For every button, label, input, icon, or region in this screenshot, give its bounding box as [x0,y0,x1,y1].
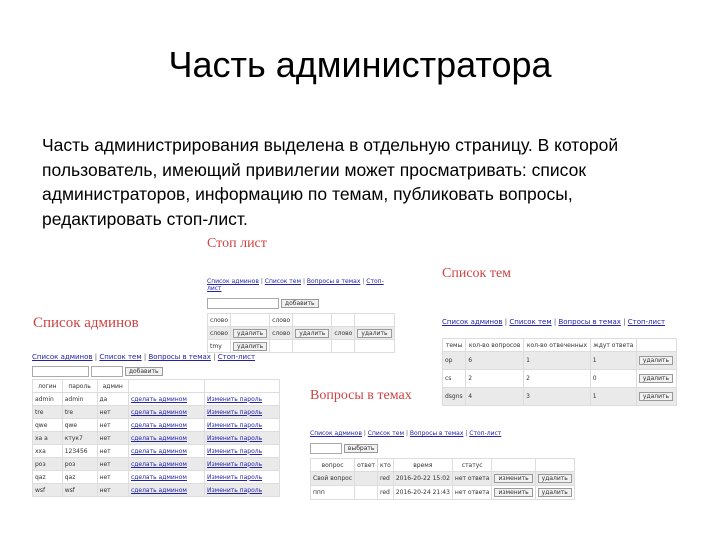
select-topic-button[interactable]: выбрать [344,444,379,453]
cell: роз [33,458,63,471]
cell: 1 [590,388,636,406]
header-cell: админ [97,380,128,393]
delete-button[interactable]: удалить [295,329,329,338]
cell: admin [33,393,63,406]
admins-title: Список админов [33,315,139,331]
cell: op [443,352,466,370]
make-admin-link[interactable]: сделать админом [128,419,204,432]
cell: 3 [524,388,591,406]
table-row [208,327,395,340]
cell: 1 [524,352,591,370]
stop-word-input[interactable] [207,298,279,309]
cell [636,352,676,370]
cell [231,327,270,340]
cell: нет [97,484,128,497]
cell: ппп [311,486,355,500]
cell: dsgns [443,388,466,406]
questions-table [310,458,575,500]
make-admin-link[interactable]: сделать админом [128,406,204,419]
cell: нет [97,419,128,432]
make-admin-link[interactable]: сделать админом [128,432,204,445]
delete-button[interactable]: удалить [233,342,267,351]
cell: нет [97,458,128,471]
admins-nav: Список админов | Список тем | Вопросы в темах | Стоп-лист [32,353,256,361]
header-cell: кол-во вопросов [466,339,524,352]
cell [636,388,676,406]
change-password-link[interactable]: Изменить пароль [205,432,280,445]
header-cell [231,314,270,327]
nav-questions[interactable]: Вопросы в темах [558,318,621,326]
slide-body: Часть администрирования выделена в отдельную страницу. В которой пользователь, имеющий привилегии может просматривать: список администраторов, информацию по темам, публиковать вопросы, редактировать стоп-лист. [42,135,619,229]
header-cell: пароль [62,380,97,393]
cell: 123456 [62,445,97,458]
cell: нет [97,471,128,484]
header-cell: слово [208,314,231,327]
cell: ха a [33,432,63,445]
nav-admins[interactable]: Список админов [442,318,503,326]
delete-button[interactable]: удалить [538,474,572,483]
cell [231,340,270,353]
edit-button[interactable]: изменить [494,474,532,483]
table-row [311,486,575,500]
cell: роз [62,458,97,471]
make-admin-link[interactable]: сделать админом [128,458,204,471]
cell: tre [33,406,63,419]
make-admin-link[interactable]: сделать админом [128,471,204,484]
header-cell: кто [378,459,394,472]
header-cell: время [393,459,452,472]
nav-topics[interactable]: Список тем [509,318,552,326]
cell [535,472,574,486]
cell: qaz [62,471,97,484]
nav-questions[interactable]: Вопросы в темах [148,353,211,361]
cell: 1 [590,352,636,370]
cell [355,340,394,353]
login-input[interactable] [32,366,89,377]
delete-button[interactable]: удалить [538,488,572,497]
password-input[interactable] [91,366,123,377]
table-row [33,393,280,406]
change-password-link[interactable]: Изменить пароль [205,393,280,406]
topics-panel [442,318,677,406]
cell: 2 [466,370,524,388]
table-row [33,432,280,445]
change-password-link[interactable]: Изменить пароль [205,445,280,458]
cell [332,340,355,353]
table-row [33,445,280,458]
make-admin-link[interactable]: сделать админом [128,393,204,406]
cell: tmy [208,340,231,353]
questions-title: Вопросы в темах [310,388,412,403]
nav-questions[interactable]: Вопросы в темах [306,278,361,285]
header-cell: статус [452,459,492,472]
nav-stoplist[interactable]: Стоп-лист [627,318,666,326]
cell: нет [97,406,128,419]
nav-admins[interactable]: Список админов [207,278,259,285]
edit-button[interactable]: изменить [494,488,532,497]
delete-button[interactable]: удалить [639,356,673,365]
add-admin-button[interactable]: добавить [125,367,163,376]
cell [492,472,535,486]
cell: хха [33,445,63,458]
admins-table [32,379,280,497]
header-cell [128,380,204,393]
table-row [33,471,280,484]
cell: Свой вопрос [311,472,355,486]
topics-title: Список тем [442,266,512,281]
table-row [311,472,575,486]
cell: ктук7 [62,432,97,445]
cell: 4 [466,388,524,406]
header-cell: темы [443,339,466,352]
nav-stoplist[interactable]: Стоп-лист [207,278,384,292]
header-cell [355,314,394,327]
cell: нет [97,445,128,458]
table-row [443,352,677,370]
change-password-link[interactable]: Изменить пароль [205,484,280,497]
cell: wsf [33,484,63,497]
cell: нет ответа [452,486,492,500]
cell: 2016-20-22 15:02 [393,472,452,486]
admins-panel [32,353,280,497]
topics-table [442,338,677,406]
cell [355,486,378,500]
header-cell: ждут ответа [590,339,636,352]
nav-admins[interactable]: Список админов [310,430,362,437]
cell: 0 [590,370,636,388]
cell [535,486,574,500]
topics-nav: Список админов | Список тем | Вопросы в темах | Стоп-лист [442,318,666,326]
cell: да [97,393,128,406]
cell: нет ответа [452,472,492,486]
change-password-link[interactable]: Изменить пароль [205,419,280,432]
cell: 2016-20-24 21:43 [393,486,452,500]
header-cell [535,459,574,472]
cell: qwe [62,419,97,432]
table-row [208,340,395,353]
nav-topics[interactable]: Список тем [367,430,405,437]
delete-button[interactable]: удалить [639,374,673,383]
cell: слово [332,327,355,340]
change-password-link[interactable]: Изменить пароль [205,471,280,484]
make-admin-link[interactable]: сделать админом [128,445,204,458]
nav-stoplist[interactable]: Стоп-лист [217,353,256,361]
slide-title: Часть администратора [168,44,552,85]
change-password-link[interactable]: Изменить пароль [205,406,280,419]
nav-topics[interactable]: Список тем [264,278,302,285]
nav-questions[interactable]: Вопросы в темах [409,430,464,437]
stop-list-nav: Список админов | Список тем | Вопросы в темах | Стоп-лист [207,278,384,292]
table-row [33,458,280,471]
header-cell: вопрос [311,459,355,472]
header-cell [293,314,332,327]
cell: tre [62,406,97,419]
add-stop-word-button[interactable]: добавить [281,299,319,308]
questions-nav: Список админов | Список тем | Вопросы в темах | Стоп-лист [310,430,502,437]
cell: cs [443,370,466,388]
cell: red [378,472,394,486]
cell [355,472,378,486]
cell [636,370,676,388]
cell [355,327,394,340]
cell: слово [208,327,231,340]
header-cell [205,380,280,393]
nav-stoplist[interactable]: Стоп-лист [469,430,502,437]
cell: нет [97,432,128,445]
stop-list-title: Стоп лист [207,236,267,251]
cell: wsf [62,484,97,497]
questions-panel [310,430,568,500]
table-row [33,484,280,497]
cell [492,486,535,500]
header-cell [636,339,676,352]
topic-select[interactable] [310,443,342,454]
header-cell [332,314,355,327]
table-row [33,419,280,432]
header-cell: слово [270,314,293,327]
delete-button[interactable]: удалить [357,329,391,338]
stop-list-table [207,313,395,353]
stop-list-panel [207,278,387,353]
header-cell: логин [33,380,63,393]
header-cell: ответ [355,459,378,472]
cell: qaz [33,471,63,484]
cell [293,327,332,340]
cell: red [378,486,394,500]
cell [270,340,293,353]
delete-button[interactable]: удалить [639,392,673,401]
table-row [443,370,677,388]
make-admin-link[interactable]: сделать админом [128,484,204,497]
change-password-link[interactable]: Изменить пароль [205,458,280,471]
header-cell: кол-во отвеченных [524,339,591,352]
delete-button[interactable]: удалить [233,329,267,338]
nav-admins[interactable]: Список админов [32,353,93,361]
table-row [33,406,280,419]
cell: admin [62,393,97,406]
cell: слово [270,327,293,340]
cell [293,340,332,353]
table-row [443,388,677,406]
cell: qwe [33,419,63,432]
cell: 2 [524,370,591,388]
cell: 6 [466,352,524,370]
nav-topics[interactable]: Список тем [99,353,142,361]
header-cell [492,459,535,472]
